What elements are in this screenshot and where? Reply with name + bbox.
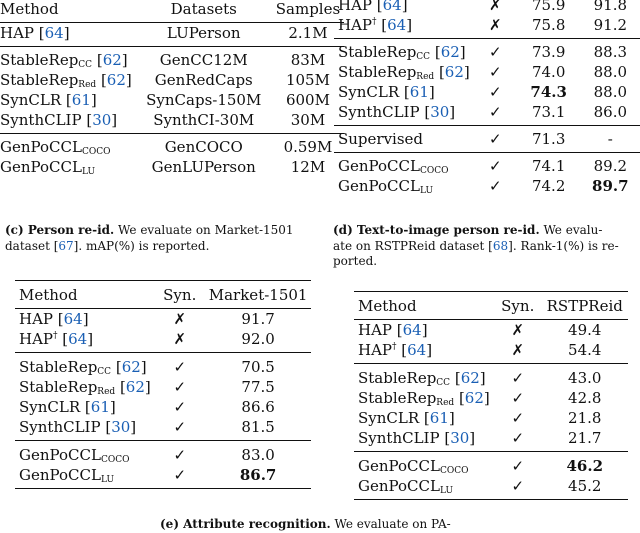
caption-d-text-4: ported. (333, 254, 378, 268)
samples-cell: 105M (285, 71, 330, 89)
method-superscript: † (372, 17, 377, 27)
method-name: GenPoCCL (358, 477, 440, 495)
method-citation[interactable]: 64 (68, 330, 88, 348)
table-row (354, 388, 628, 408)
caption-c-citation[interactable]: 67 (58, 238, 74, 253)
method-name: StableRep (338, 63, 417, 81)
score-value: 46.2 (542, 452, 628, 477)
syn-mark: ✗ (488, 0, 502, 14)
method-cell: StableRep$_{Red}$ [62] (338, 63, 470, 82)
table-f-rstpreid (354, 291, 628, 500)
column-header: Method (354, 292, 494, 320)
method-cell (354, 452, 494, 477)
method-cell: HAP† [64] (358, 341, 433, 359)
dataset-cell: SynCaps-150M (146, 91, 262, 109)
score-value: 83.0 (205, 441, 312, 466)
method-cell: StableRep$_{Red}$ [62] (358, 389, 490, 408)
method-subscript: CC (436, 378, 451, 388)
method-cell: HAP [64] (334, 0, 474, 15)
method-subscript: LU (81, 167, 96, 177)
score-value: - (581, 126, 640, 153)
dataset-cell: GenLUPerson (151, 158, 256, 176)
score-value: 70.5 (205, 353, 312, 378)
syn-mark: ✓ (494, 452, 542, 477)
score-value: 92.0 (241, 330, 275, 348)
method-cell (334, 176, 474, 199)
table-row (15, 417, 311, 441)
rank1-value: 75.9 (531, 0, 566, 14)
method-citation[interactable]: 64 (382, 0, 402, 14)
method-name: SynthCLIP (19, 418, 101, 436)
score-value: 88.0 (593, 63, 628, 81)
method-name: GenPoCCL (19, 466, 101, 484)
method-citation[interactable]: 61 (409, 83, 429, 101)
samples-cell: 600M (285, 91, 330, 109)
table-row (334, 39, 640, 63)
method-name: GenPoCCL (19, 446, 101, 464)
syn-mark: ✓ (494, 476, 542, 500)
method-name: GenPoCCL (338, 157, 420, 175)
table-row (0, 157, 344, 180)
table-row (354, 428, 628, 452)
score-value: 89.2 (581, 153, 640, 177)
table-row (334, 0, 640, 15)
score-value: 86.0 (593, 103, 628, 121)
syn-mark: ✓ (488, 103, 502, 121)
method-citation[interactable]: 62 (464, 389, 484, 407)
method-cell (15, 441, 155, 466)
method-citation[interactable]: 61 (71, 91, 91, 109)
table-row (0, 47, 344, 71)
caption-d-text-2: ate on RSTPReid dataset [ (333, 238, 493, 253)
method-citation[interactable]: 30 (111, 418, 131, 436)
method-cell (334, 126, 474, 153)
table-row (0, 90, 344, 110)
syn-mark: ✓ (155, 441, 205, 466)
table-row (15, 353, 311, 378)
method-name: StableRep (0, 71, 79, 89)
samples-cell: 83M (272, 47, 344, 71)
caption-d-citation[interactable]: 68 (492, 238, 509, 253)
method-citation[interactable]: 61 (429, 409, 449, 427)
samples-cell: 30M (290, 111, 326, 129)
header-row (0, 0, 344, 23)
method-cell (15, 465, 155, 489)
caption-c-text-3: ]. mAP(%) is reported. (73, 238, 210, 253)
table-row (15, 397, 311, 417)
caption-d (333, 223, 638, 270)
method-name: SynCLR (0, 91, 62, 109)
method-cell: StableRep$_{CC}$ [62] (0, 47, 136, 71)
score-value: 91.2 (593, 16, 628, 34)
column-header: Method (0, 0, 136, 23)
syn-mark: ✗ (488, 16, 502, 34)
syn-mark: ✓ (155, 465, 205, 489)
dataset-cell: SynthCI-30M (153, 111, 255, 129)
table-row (334, 176, 640, 199)
table-d-text-to-image-reid (334, 0, 640, 199)
method-cell: StableRep$_{CC}$ [62] (354, 364, 494, 389)
table-row (0, 70, 344, 90)
rank1-value: 71.3 (517, 126, 581, 153)
score-value: 42.8 (568, 389, 602, 407)
method-subscript: Red (97, 387, 116, 397)
rank1-value: 73.9 (517, 39, 581, 63)
method-subscript: Red (436, 398, 455, 408)
table-row (354, 452, 628, 477)
score-value: 86.7 (205, 465, 312, 489)
dataset-cell: GenRedCaps (154, 71, 253, 89)
samples-cell: 12M (290, 158, 326, 176)
syn-mark: ✓ (474, 153, 517, 177)
method-name: SynCLR (358, 409, 420, 427)
method-subscript: Red (78, 80, 97, 90)
rank1-value: 74.2 (531, 177, 566, 195)
method-name: StableRep (19, 358, 98, 376)
score-value: 88.0 (593, 83, 628, 101)
syn-mark: ✓ (474, 126, 517, 153)
method-cell: HAP [64] (0, 24, 70, 42)
score-value: 91.7 (241, 310, 275, 328)
method-name: HAP (338, 0, 373, 14)
method-name: StableRep (19, 378, 98, 396)
syn-mark: ✓ (494, 364, 542, 389)
method-cell (334, 153, 474, 177)
score-value: 91.8 (593, 0, 628, 14)
method-cell: StableRep$_{Red}$ [62] (0, 71, 132, 90)
method-subscript: CC (416, 52, 431, 62)
method-citation[interactable]: 62 (121, 358, 141, 376)
method-cell: SynthCLIP [30] (358, 429, 476, 447)
column-header: Samples (272, 0, 344, 23)
syn-mark: ✓ (173, 418, 187, 436)
method-name: HAP (358, 321, 393, 339)
method-subscript: LU (439, 486, 454, 496)
table-row (334, 153, 640, 177)
method-cell: HAP [64] (358, 321, 428, 339)
method-citation[interactable]: 62 (444, 63, 464, 81)
method-cell: StableRep$_{Red}$ [62] (19, 378, 151, 397)
score-value: 86.6 (241, 398, 275, 416)
column-header: Market-1501 (205, 281, 312, 309)
caption-c-text: We evaluate on Market-1501 (114, 223, 294, 237)
method-name: StableRep (358, 389, 437, 407)
method-name: GenPoCCL (358, 457, 440, 475)
syn-mark: ✓ (488, 63, 502, 81)
syn-mark: ✓ (511, 429, 525, 447)
dataset-cell: LUPerson (166, 24, 241, 42)
table-row (15, 441, 311, 466)
method-superscript: † (392, 342, 397, 352)
score-value: 89.7 (592, 177, 629, 195)
header-row (15, 281, 311, 309)
method-superscript: † (53, 331, 58, 341)
method-citation[interactable]: 62 (106, 71, 126, 89)
column-header: Method (15, 281, 155, 309)
method-name: HAP (338, 16, 373, 34)
method-subscript: COCO (81, 147, 111, 157)
method-name: Supervised (338, 130, 424, 148)
score-value: 21.8 (568, 409, 602, 427)
method-name: StableRep (338, 43, 417, 61)
method-subscript: COCO (419, 166, 449, 176)
table-row (354, 476, 628, 500)
syn-mark: ✓ (474, 39, 517, 63)
table-row (354, 364, 628, 389)
method-name: GenPoCCL (0, 138, 82, 156)
table-row (334, 62, 640, 82)
method-citation[interactable]: 64 (63, 310, 83, 328)
rank1-value: 74.0 (531, 63, 566, 81)
table-c-person-reid (0, 0, 344, 180)
method-name: HAP (19, 330, 54, 348)
method-name: SynthCLIP (358, 429, 440, 447)
rank1-value: 73.1 (531, 103, 566, 121)
rank1-value: 74.1 (517, 153, 581, 177)
table-row (15, 309, 311, 330)
table-row (334, 126, 640, 153)
method-subscript: LU (419, 186, 434, 196)
method-citation[interactable]: 62 (125, 378, 145, 396)
method-citation[interactable]: 30 (450, 429, 470, 447)
method-name: SynthCLIP (0, 111, 82, 129)
score-value: 88.3 (581, 39, 640, 63)
method-citation[interactable]: 62 (102, 51, 122, 69)
method-name: SynCLR (19, 398, 81, 416)
caption-c-label: (c) Person re-id. (5, 223, 115, 237)
caption-c-text-2: dataset [ (5, 238, 59, 253)
method-citation[interactable]: 30 (430, 103, 450, 121)
method-cell: SynthCLIP [30] (338, 103, 456, 121)
score-value: 54.4 (568, 341, 602, 359)
table-row (334, 102, 640, 126)
caption-d-text: We evalu- (539, 223, 603, 237)
method-cell (354, 476, 494, 500)
method-citation[interactable]: 62 (460, 369, 480, 387)
column-header: RSTPReid (542, 292, 628, 320)
method-subscript: Red (416, 72, 435, 82)
method-name: GenPoCCL (338, 177, 420, 195)
method-name: SynCLR (338, 83, 400, 101)
score-value: 45.2 (542, 476, 628, 500)
method-citation[interactable]: 64 (387, 16, 407, 34)
table-row (15, 465, 311, 489)
dataset-cell: GenCOCO (136, 134, 272, 158)
caption-e-text: We evaluate on PA- (330, 517, 451, 531)
method-cell: HAP† [64] (338, 16, 413, 34)
method-cell: HAP [64] (19, 310, 89, 328)
method-name: StableRep (0, 51, 79, 69)
score-value: 77.5 (241, 378, 275, 396)
method-name: HAP (358, 341, 393, 359)
caption-e (160, 517, 580, 533)
syn-mark: ✓ (155, 353, 205, 378)
table-row (334, 15, 640, 39)
table-row (0, 134, 344, 158)
method-cell (0, 134, 136, 158)
table-e-market1501 (15, 280, 311, 489)
table-row (0, 23, 344, 47)
syn-mark: ✓ (511, 389, 525, 407)
syn-mark: ✗ (511, 321, 525, 339)
method-cell: HAP† [64] (19, 330, 94, 348)
method-cell: StableRep$_{CC}$ [62] (15, 353, 155, 378)
syn-mark: ✓ (511, 409, 525, 427)
method-cell: SynCLR [61] (338, 83, 435, 101)
method-subscript: COCO (439, 466, 469, 476)
syn-mark: ✗ (511, 341, 525, 359)
method-name: StableRep (358, 369, 437, 387)
table-row (15, 377, 311, 397)
method-name: HAP (19, 310, 54, 328)
column-header: Syn. (155, 281, 205, 309)
syn-mark: ✓ (173, 378, 187, 396)
method-citation[interactable]: 30 (92, 111, 112, 129)
method-name: HAP (0, 24, 35, 42)
method-cell: SynthCLIP [30] (19, 418, 137, 436)
syn-mark: ✓ (488, 83, 502, 101)
method-citation[interactable]: 64 (407, 341, 427, 359)
score-value: 49.4 (568, 321, 602, 339)
column-header: Datasets (136, 0, 272, 23)
caption-d-label: (d) Text-to-image person re-id. (333, 223, 540, 237)
header-row (354, 292, 628, 320)
samples-cell: 2.1M (288, 24, 328, 42)
score-value: 43.0 (542, 364, 628, 389)
method-cell: SynCLR [61] (0, 91, 97, 109)
method-citation[interactable]: 61 (90, 398, 110, 416)
rank1-value: 74.3 (530, 83, 567, 101)
method-cell: StableRep$_{CC}$ [62] (334, 39, 474, 63)
samples-cell: 0.59M (272, 134, 344, 158)
method-subscript: CC (97, 367, 112, 377)
method-citation[interactable]: 64 (402, 321, 422, 339)
method-citation[interactable]: 62 (440, 43, 460, 61)
method-subscript: COCO (100, 455, 130, 465)
caption-d-text-3: ]. Rank-1(%) is re- (508, 238, 619, 253)
table-row (334, 82, 640, 102)
method-cell (0, 157, 136, 180)
score-value: 81.5 (241, 418, 275, 436)
table-row (354, 320, 628, 341)
dataset-cell: GenCC12M (136, 47, 272, 71)
column-header: Syn. (494, 292, 542, 320)
table-row (15, 329, 311, 353)
table-row (354, 408, 628, 428)
method-citation[interactable]: 64 (44, 24, 64, 42)
syn-mark: ✗ (173, 310, 187, 328)
rank1-value: 75.8 (531, 16, 566, 34)
method-cell: SynCLR [61] (19, 398, 116, 416)
table-row (354, 340, 628, 364)
method-cell: SynthCLIP [30] (0, 111, 118, 129)
syn-mark: ✗ (173, 330, 187, 348)
method-cell: SynCLR [61] (358, 409, 455, 427)
method-subscript: CC (78, 60, 93, 70)
method-subscript: LU (100, 475, 115, 485)
caption-e-label: (e) Attribute recognition. (160, 517, 331, 531)
caption-c (5, 223, 317, 254)
syn-mark: ✓ (488, 177, 502, 195)
method-name: SynthCLIP (338, 103, 420, 121)
method-name: GenPoCCL (0, 158, 82, 176)
syn-mark: ✓ (173, 398, 187, 416)
score-value: 21.7 (568, 429, 602, 447)
table-row (0, 110, 344, 134)
